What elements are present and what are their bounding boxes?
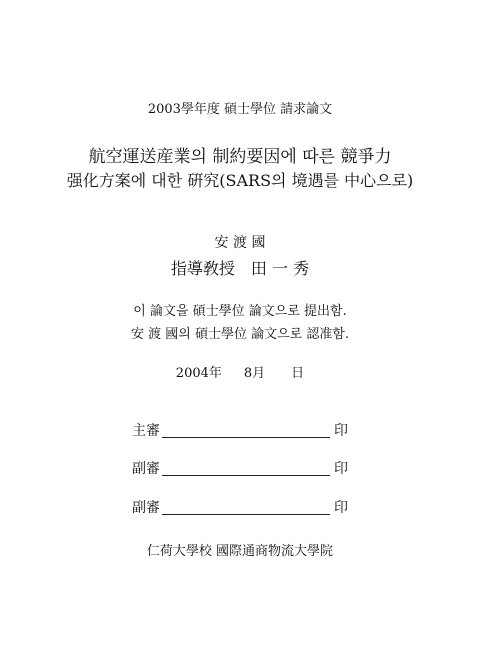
date-day: 日 xyxy=(291,366,305,381)
signature-line xyxy=(162,475,330,476)
committee-member-signature-1 xyxy=(132,458,348,478)
submission-statement: 이 論文을 碩士學位 論文으로 提出함. xyxy=(133,304,347,319)
author-name: 安 渡 國 xyxy=(214,235,266,251)
signature-line xyxy=(162,437,330,438)
thesis-title-line-2: 强化方案에 대한 硏究(SARS의 境遇를 中心으로) xyxy=(66,171,414,190)
degree-header: 2003學年度 碩士學位 請求論文 xyxy=(147,102,333,117)
signature-line xyxy=(162,514,330,515)
seal-mark: 印 xyxy=(334,500,348,516)
date-month: 8月 xyxy=(243,366,266,381)
seal-mark: 印 xyxy=(334,461,348,477)
committee-member-signature-2 xyxy=(132,497,348,517)
committee-role: 主審 xyxy=(132,423,160,439)
date-year: 2004年 xyxy=(175,366,222,381)
approval-date xyxy=(0,362,480,381)
advisor-name: 指導敎授 田 一 秀 xyxy=(170,259,310,278)
committee-chair-signature xyxy=(132,420,348,440)
thesis-title-line-1: 航空運送産業의 制約要因에 따른 競爭力 xyxy=(88,147,392,167)
committee-role: 副審 xyxy=(132,500,160,516)
approval-statement: 安 渡 國의 碩士學位 論文으로 認准함. xyxy=(130,327,350,342)
committee-role: 副審 xyxy=(132,461,160,477)
seal-mark: 印 xyxy=(334,423,348,439)
university-name: 仁荷大學校 國際通商物流大學院 xyxy=(146,544,334,559)
